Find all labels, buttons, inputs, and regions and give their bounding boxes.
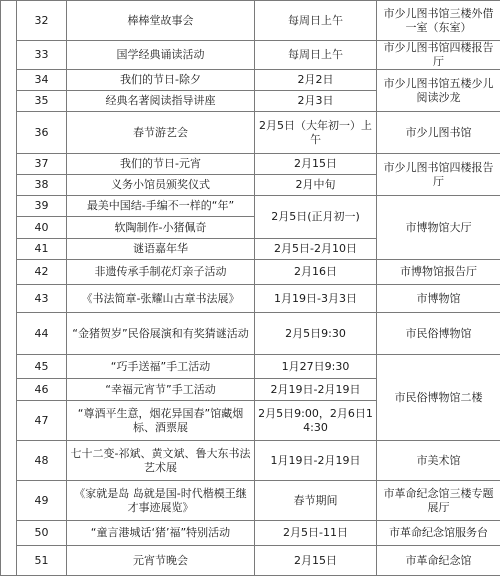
table-row [1,441,500,481]
table-row [1,313,500,355]
event-time: 2月5日9:30 [255,313,377,355]
row-number: 36 [17,112,67,154]
event-venue: 市民俗博物馆 [377,313,500,355]
event-name: 非遗传承手制花灯亲子活动 [67,260,255,285]
event-time: 2月5日9:00，2月6日14:30 [255,401,377,441]
left-margin-column [1,1,17,576]
event-name: “童言港城话‘猪’福”特别活动 [67,521,255,546]
event-time: 每周日上午 [255,41,377,70]
event-time: 2月2日 [255,70,377,91]
row-number: 37 [17,154,67,175]
row-number: 44 [17,313,67,355]
table-row [1,355,500,379]
table-row [1,260,500,285]
row-number: 42 [17,260,67,285]
event-name: 我们的节日-除夕 [67,70,255,91]
event-name: 棒棒堂故事会 [67,1,255,41]
event-venue: 市革命纪念馆服务台 [377,521,500,546]
event-name: “巧手送福”手工活动 [67,355,255,379]
table-row [1,546,500,576]
event-name: 谜语嘉年华 [67,239,255,260]
event-venue: 市美术馆 [377,441,500,481]
event-time: 2月15日 [255,546,377,576]
event-name: 软陶制作-小猪佩奇 [67,217,255,239]
event-name: 经典名著阅读指导讲座 [67,91,255,112]
event-time: 1月19日-3月3日 [255,285,377,313]
event-venue: 市少儿图书馆 [377,112,500,154]
event-name: 七十二变-祁斌、黄文斌、鲁大东书法艺术展 [67,441,255,481]
row-number: 49 [17,481,67,521]
table-row [1,1,500,41]
table-row [1,521,500,546]
row-number: 45 [17,355,67,379]
event-time: 1月19日-2月19日 [255,441,377,481]
table-row [1,41,500,70]
event-venue: 市少儿图书馆五楼少儿阅读沙龙 [377,70,500,112]
event-name: 春节游艺会 [67,112,255,154]
event-name: 国学经典诵读活动 [67,41,255,70]
table-row [1,112,500,154]
event-time: 2月5日-11日 [255,521,377,546]
row-number: 46 [17,379,67,401]
event-venue: 市博物馆大厅 [377,196,500,260]
row-number: 35 [17,91,67,112]
event-venue: 市民俗博物馆二楼 [377,355,500,441]
event-time: 2月中旬 [255,175,377,196]
event-name: 我们的节日-元宵 [67,154,255,175]
row-number: 51 [17,546,67,576]
event-name: 最美中国结-手编不一样的“年” [67,196,255,217]
event-time: 2月3日 [255,91,377,112]
table-row [1,285,500,313]
table-row [1,196,500,217]
table-row [1,481,500,521]
row-number: 33 [17,41,67,70]
event-time: 1月27日9:30 [255,355,377,379]
event-time: 2月5日（大年初一）上午 [255,112,377,154]
row-number: 43 [17,285,67,313]
row-number: 50 [17,521,67,546]
event-time: 2月15日 [255,154,377,175]
event-name: 元宵节晚会 [67,546,255,576]
event-time: 春节期间 [255,481,377,521]
event-time: 2月5日-2月10日 [255,239,377,260]
row-number: 32 [17,1,67,41]
row-number: 34 [17,70,67,91]
event-venue: 市少儿图书馆三楼外借一室（东室） [377,1,500,41]
table-row [1,154,500,175]
row-number: 38 [17,175,67,196]
event-name: “尊酒平生意，烟花异国春”馆藏烟标、酒票展 [67,401,255,441]
row-number: 41 [17,239,67,260]
event-venue: 市博物馆报告厅 [377,260,500,285]
event-time: 2月19日-2月19日 [255,379,377,401]
event-time: 每周日上午 [255,1,377,41]
event-venue: 市革命纪念馆三楼专题展厅 [377,481,500,521]
event-venue: 市少儿图书馆四楼报告厅 [377,154,500,196]
event-name: “金猪贺岁”民俗展演和有奖猜谜活动 [67,313,255,355]
event-time: 2月16日 [255,260,377,285]
event-name: “幸福元宵节”手工活动 [67,379,255,401]
event-venue: 市革命纪念馆 [377,546,500,576]
row-number: 48 [17,441,67,481]
event-name: 《书法简章-张耀山古章书法展》 [67,285,255,313]
row-number: 40 [17,217,67,239]
event-venue: 市少儿图书馆四楼报告厅 [377,41,500,70]
row-number: 47 [17,401,67,441]
event-name: 义务小馆员颁奖仪式 [67,175,255,196]
table-row [1,70,500,91]
event-venue: 市博物馆 [377,285,500,313]
row-number: 39 [17,196,67,217]
event-name: 《家就是岛 岛就是国-时代楷模王继才事迹展览》 [67,481,255,521]
event-time: 2月5日(正月初一) [255,196,377,239]
